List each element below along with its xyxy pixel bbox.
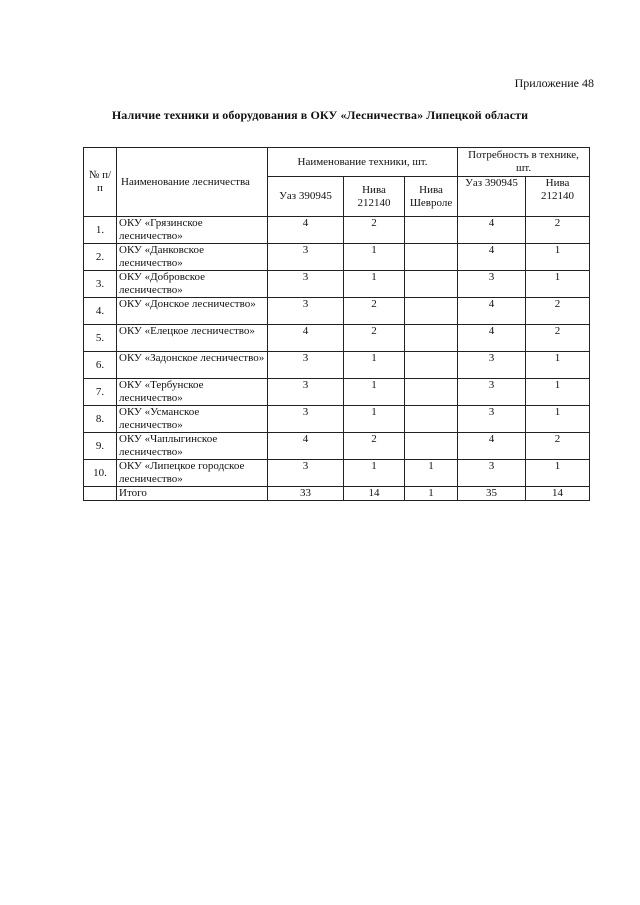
cell-uaz: 4 [268, 433, 344, 460]
header-need-uaz: Уаз 390945 [458, 177, 526, 217]
cell-need-niva: 1 [526, 460, 590, 487]
cell-niva-chevrolet [405, 271, 458, 298]
document-title: Наличие техники и оборудования в ОКУ «Лесничества» Липецкой области [111, 108, 529, 122]
total-cell-need-niva: 14 [526, 487, 590, 501]
row-number: 4. [84, 298, 117, 325]
cell-need-niva: 1 [526, 271, 590, 298]
cell-need-niva: 1 [526, 379, 590, 406]
cell-niva: 1 [344, 406, 405, 433]
header-need-group: Потребность в технике, шт. [458, 148, 590, 177]
table-row [84, 271, 590, 298]
table-row [84, 298, 590, 325]
forestry-name: ОКУ «Усманское лесничество» [117, 406, 268, 433]
cell-uaz: 3 [268, 379, 344, 406]
cell-niva-chevrolet [405, 244, 458, 271]
forestry-name: ОКУ «Чаплыгинское лесничество» [117, 433, 268, 460]
cell-need-uaz: 4 [458, 298, 526, 325]
header-num: № п/п [84, 148, 117, 217]
header-eq-niva-chevrolet: Нива Шевроле [405, 177, 458, 217]
row-number: 5. [84, 325, 117, 352]
cell-niva-chevrolet [405, 433, 458, 460]
table-row [84, 325, 590, 352]
total-cell-niva: 14 [344, 487, 405, 501]
cell-niva: 2 [344, 298, 405, 325]
cell-niva: 1 [344, 352, 405, 379]
forestry-name: ОКУ «Задонское лесничество» [117, 352, 268, 379]
cell-need-uaz: 3 [458, 352, 526, 379]
cell-need-uaz: 4 [458, 217, 526, 244]
cell-niva: 1 [344, 271, 405, 298]
cell-need-niva: 2 [526, 325, 590, 352]
cell-need-uaz: 4 [458, 325, 526, 352]
header-eq-niva: Нива 212140 [344, 177, 405, 217]
total-forestry-name: Итого [117, 487, 268, 501]
cell-niva: 2 [344, 325, 405, 352]
table-row [84, 433, 590, 460]
cell-uaz: 3 [268, 244, 344, 271]
cell-need-niva: 1 [526, 244, 590, 271]
cell-niva: 1 [344, 244, 405, 271]
cell-niva-chevrolet: 1 [405, 460, 458, 487]
cell-need-uaz: 3 [458, 460, 526, 487]
cell-niva: 1 [344, 379, 405, 406]
cell-niva-chevrolet [405, 217, 458, 244]
cell-niva-chevrolet [405, 298, 458, 325]
appendix-label: Приложение 48 [514, 76, 594, 90]
total-row-number [84, 487, 117, 501]
forestry-name: ОКУ «Данковское лесничество» [117, 244, 268, 271]
cell-niva-chevrolet [405, 325, 458, 352]
table-row [84, 379, 590, 406]
table-row [84, 406, 590, 433]
cell-uaz: 4 [268, 217, 344, 244]
cell-need-niva: 1 [526, 406, 590, 433]
table-row [84, 244, 590, 271]
cell-uaz: 3 [268, 298, 344, 325]
forestry-name: ОКУ «Донское лесничество» [117, 298, 268, 325]
cell-need-uaz: 4 [458, 433, 526, 460]
row-number: 3. [84, 271, 117, 298]
row-number: 10. [84, 460, 117, 487]
header-need-niva: Нива 212140 [526, 177, 590, 217]
forestry-name: ОКУ «Липецкое городское лесничество» [117, 460, 268, 487]
cell-uaz: 3 [268, 352, 344, 379]
forestry-name: ОКУ «Тербунское лесничество» [117, 379, 268, 406]
cell-uaz: 3 [268, 406, 344, 433]
cell-niva: 2 [344, 433, 405, 460]
cell-uaz: 3 [268, 271, 344, 298]
cell-need-uaz: 3 [458, 379, 526, 406]
cell-uaz: 3 [268, 460, 344, 487]
cell-need-uaz: 3 [458, 406, 526, 433]
row-number: 2. [84, 244, 117, 271]
forestry-name: ОКУ «Добровское лесничество» [117, 271, 268, 298]
cell-need-niva: 2 [526, 433, 590, 460]
cell-niva-chevrolet [405, 379, 458, 406]
row-number: 6. [84, 352, 117, 379]
row-number: 8. [84, 406, 117, 433]
cell-niva: 2 [344, 217, 405, 244]
cell-niva-chevrolet [405, 352, 458, 379]
row-number: 1. [84, 217, 117, 244]
cell-need-niva: 1 [526, 352, 590, 379]
header-eq-uaz: Уаз 390945 [268, 177, 344, 217]
total-row [84, 487, 590, 501]
total-cell-need-uaz: 35 [458, 487, 526, 501]
row-number: 9. [84, 433, 117, 460]
table-row [84, 352, 590, 379]
cell-niva: 1 [344, 460, 405, 487]
forestry-name: ОКУ «Елецкое лесничество» [117, 325, 268, 352]
table-row [84, 217, 590, 244]
total-cell-uaz: 33 [268, 487, 344, 501]
table-row [84, 460, 590, 487]
header-forestry-name: Наименование лесничества [117, 148, 268, 217]
cell-need-uaz: 3 [458, 271, 526, 298]
cell-need-uaz: 4 [458, 244, 526, 271]
equipment-table [83, 147, 590, 501]
header-equipment-group: Наименование техники, шт. [268, 148, 458, 177]
row-number: 7. [84, 379, 117, 406]
cell-uaz: 4 [268, 325, 344, 352]
cell-need-niva: 2 [526, 217, 590, 244]
forestry-name: ОКУ «Грязинское лесничество» [117, 217, 268, 244]
cell-niva-chevrolet [405, 406, 458, 433]
cell-need-niva: 2 [526, 298, 590, 325]
total-cell-niva-chevrolet: 1 [405, 487, 458, 501]
